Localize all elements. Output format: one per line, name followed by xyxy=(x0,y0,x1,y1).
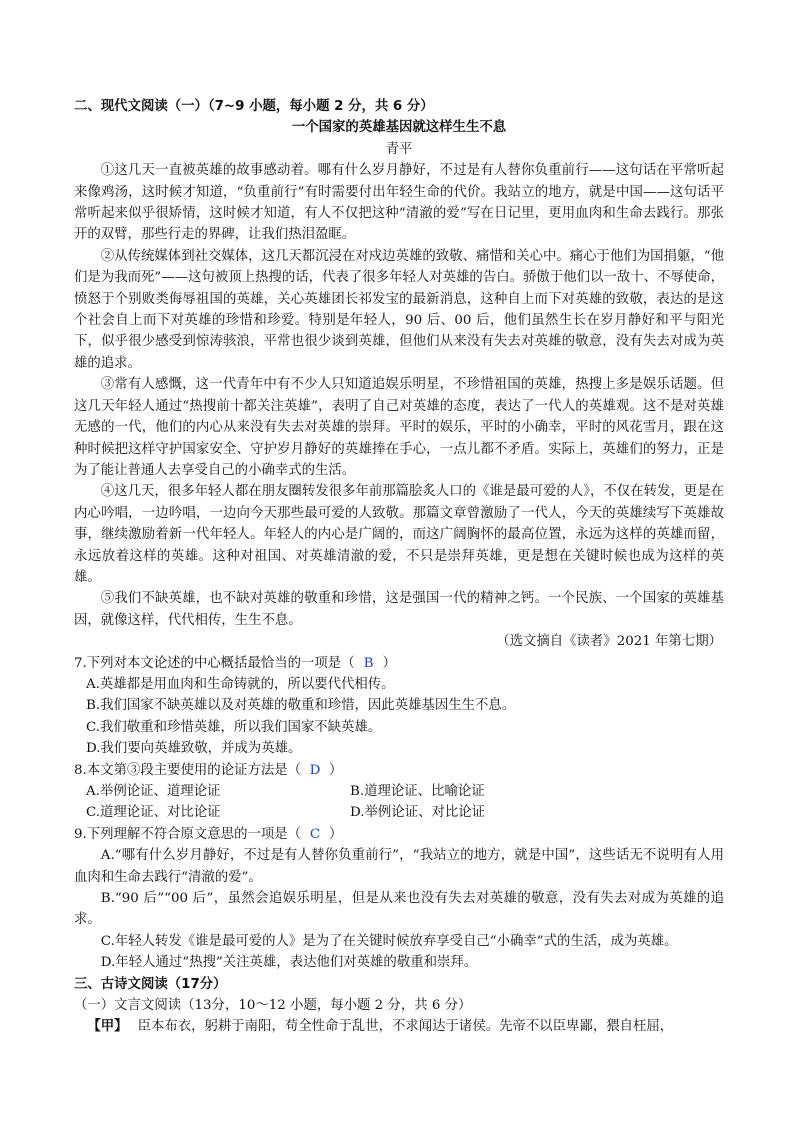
question-9-option-a: A.“哪有什么岁月静好，不过是有人替你负重前行”，“我站立的地方，就是中国”，这些话无不说明有人用血肉和生命去践行“清澈的爱”。 xyxy=(74,848,724,885)
question-8-text: 8.本文第③段主要使用的论证方法是（ xyxy=(74,762,302,778)
question-8-options-row-1 xyxy=(86,781,724,802)
question-9-option-b: B.“90 后”“00 后”，虽然会追娱乐明星，但是从来也没有失去对英雄的敬意，没有失去对成为英雄的追求。 xyxy=(74,891,724,928)
question-8-answer: D xyxy=(309,762,321,778)
question-7-option-b: B.我们国家不缺英雄以及对英雄的敬重和珍惜，因此英雄基因生生不息。 xyxy=(86,698,516,714)
question-7-option-d: D.我们要向英雄致敬，并成为英雄。 xyxy=(86,741,302,757)
question-8-stem xyxy=(74,760,724,781)
question-8-option-d: D.举例论证、对比论证 xyxy=(350,805,486,821)
question-7-text: 7.下列对本文论述的中心概括最恰当的一项是（ xyxy=(74,655,355,671)
page-content xyxy=(74,96,724,1038)
passage-jia xyxy=(74,1016,724,1037)
question-8-options-row-2 xyxy=(86,802,724,823)
subsection-heading-classical-prose: （一）文言文阅读（13分，10～12 小题，每小题 2 分，共 6 分） xyxy=(74,998,472,1014)
article-paragraph-3: ③常有人感慨，这一代青年中有不少人只知道追娱乐明星，不珍惜祖国的英雄，热搜上多是娱乐话题。但这几天年轻人通过“热搜前十都关注英雄”，表明了自己对英雄的态度，表达了一代人的英雄观。这不是对英雄无感的一代，他们的内心从来没有失去对英雄的崇拜。平时的娱乐，平时的小确幸，平时的风花雪月，跟在这种时候把这样守护国家安全、守护岁月静好的英雄捧在手心，一点儿都不矛盾。实际上，英雄们的努力，正是为了能让普通人去享受自己的小确幸式的生活。 xyxy=(74,377,724,478)
question-8-option-c: C.道理论证、对比论证 xyxy=(86,805,221,821)
question-7-close: ） xyxy=(382,655,396,671)
question-9-close: ） xyxy=(329,826,343,842)
question-7-option-c: C.我们敬重和珍惜英雄，所以我们国家不缺英雄。 xyxy=(86,719,382,735)
article-paragraph-2: ②从传统媒体到社交媒体，这几天都沉浸在对戍边英雄的致敬、痛惜和关心中。痛心于他们为国捐躯，“他们是为我而死”——这句被顶上热搜的话，代表了很多年轻人对英雄的告白。骄傲于他们以一敌十、不辱使命，愤怒于个别败类侮辱祖国的英雄，关心英雄团长祁发宝的最新消息，这种自上而下对英雄的致敬，表达的是这个社会自上而下对英雄的珍惜和珍爱。特别是年轻人，90 后、00 后，他们虽然生长在岁月静好和平与阳光下，似乎很少感受到惊涛骇浪，平常也很少谈到英雄，但他们从来没有失去对英雄的敬意，没有失去对成为英雄的追求。 xyxy=(74,248,724,371)
question-8-option-b: B.道理论证、比喻论证 xyxy=(350,784,485,799)
question-7-answer: B xyxy=(363,655,374,671)
question-9-stem xyxy=(74,824,724,845)
question-9-option-d: D.年轻人通过“热搜”关注英雄，表达他们对英雄的敬重和崇拜。 xyxy=(100,955,478,971)
article-paragraph-4: ④这几天，很多年轻人都在朋友圈转发很多年前那篇脍炙人口的《谁是最可爱的人》，不仅在转发，更是在内心吟唱，一边吟唱，一边向今天那些最可爱的人致敬。那篇文章曾激励了一代人，今天的英雄续写下英雄故事，继续激励着新一代年轻人。年轻人的内心是广阔的，而这广阔胸怀的最高位置，永远为这样的英雄而留，永远放着这样的英雄。这种对祖国、对英雄清澈的爱，不只是崇拜英雄，更是想在关键时候也成为这样的英雄。 xyxy=(74,484,724,585)
question-9-option-c: C.年轻人转发《谁是最可爱的人》是为了在关键时候放弃享受自己“小确幸”式的生活，成为英雄。 xyxy=(100,933,678,949)
question-7-option-a: A.英雄都是用血肉和生命铸就的，所以要代代相传。 xyxy=(86,676,395,692)
article-paragraph-5: ⑤我们不缺英雄，也不缺对英雄的敬重和珍惜，这是强国一代的精神之钙。一个民族、一个国家的英雄基因，就像这样，代代相传，生生不息。 xyxy=(74,591,724,628)
passage-jia-text: 臣本布衣，躬耕于南阳，苟全性命于乱世，不求闻达于诸侯。先帝不以臣卑鄙，猥自枉屈， xyxy=(137,1019,674,1035)
section-heading-modern-reading: 二、现代文阅读（一）（7~9 小题，每小题 2 分，共 6 分） xyxy=(74,99,434,114)
question-8-close: ） xyxy=(329,762,343,778)
question-7-stem xyxy=(74,653,724,674)
article-title: 一个国家的英雄基因就这样生生不息 xyxy=(291,119,507,136)
question-9-text: 9.下列理解不符合原文意思的一项是（ xyxy=(74,826,302,842)
article-paragraph-1: ①这几天一直被英雄的故事感动着。哪有什么岁月静好，不过是有人替你负重前行——这句话在平常听起来像鸡汤，这时候才知道，“负重前行”有时需要付出年轻生命的代价。我站立的地方，就是中国——这句话平常听起来似乎很矫情，这时候才知道，有人不仅把这种“清澈的爱”写在日记里，更用血肉和生命去践行。那张开的双臂，那些行走的界碑，让我们热泪盈眶。 xyxy=(74,163,724,243)
question-9-answer: C xyxy=(309,826,321,842)
article-author: 青平 xyxy=(385,141,413,157)
article-source: （选文摘自《读者》2021 年第七期） xyxy=(496,634,722,650)
question-8-option-a: A.举例论证、道理论证 xyxy=(86,784,221,799)
section-heading-classical: 三、古诗文阅读（17分） xyxy=(74,976,227,992)
passage-jia-label: 【甲】 xyxy=(87,1019,128,1035)
